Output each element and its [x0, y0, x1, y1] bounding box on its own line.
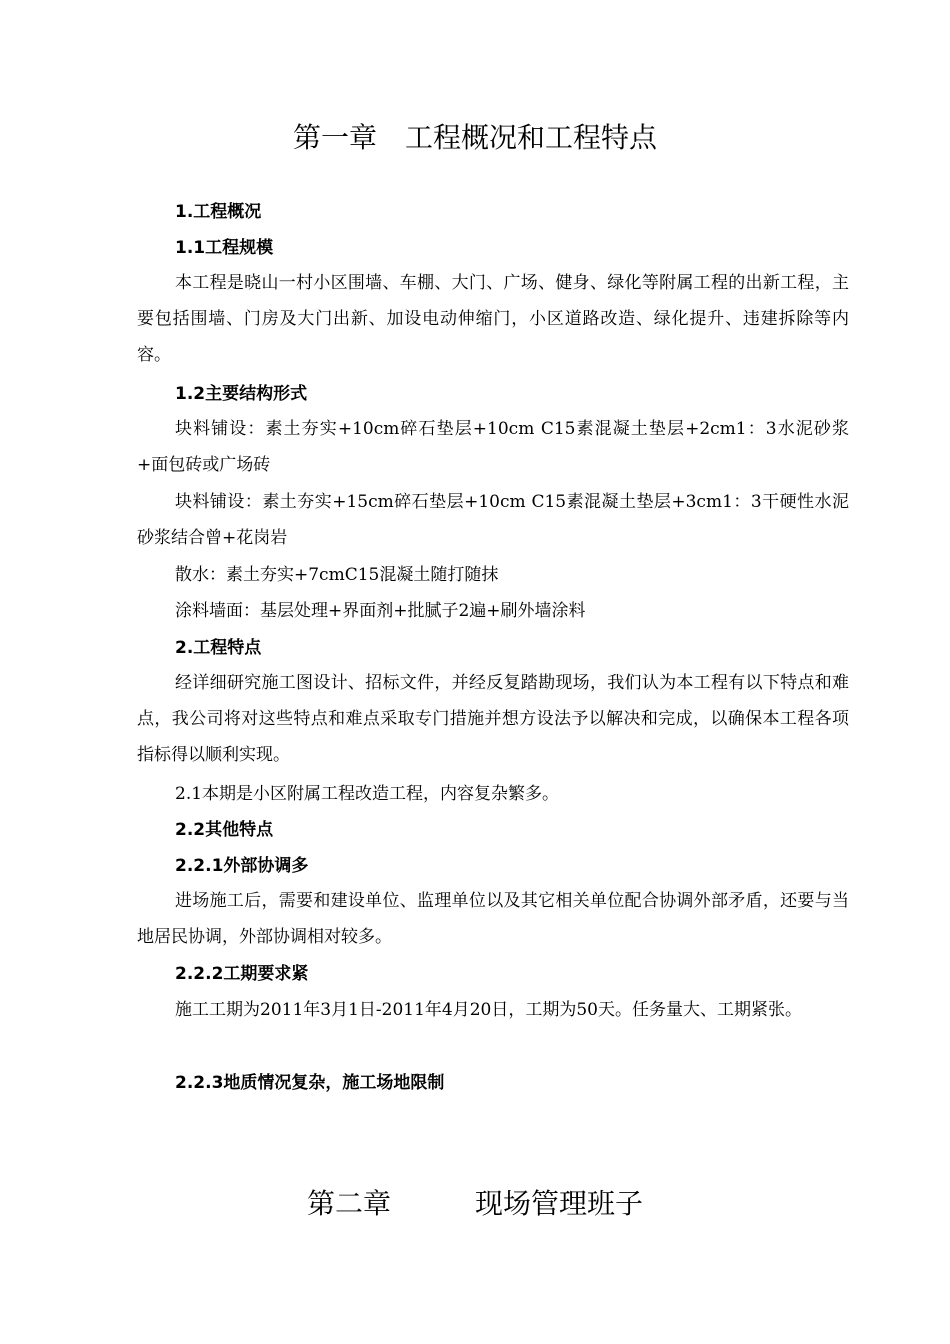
- section-1-2-heading: 1.2主要结构形式: [175, 384, 308, 404]
- structure-item-2: 块料铺设：素土夯实+15cm碎石垫层+10cm C15素混凝土垫层+3cm1：3干硬性水泥砂浆结合曾+花岗岩: [137, 492, 849, 548]
- chapter-2-title: 第二章 现场管理班子: [306, 1187, 643, 1220]
- section-2-2-3-heading: 2.2.3地质情况复杂，施工场地限制: [175, 1073, 445, 1093]
- section-2-2-1-paragraph: 进场施工后，需要和建设单位、监理单位以及其它相关单位配合协调外部矛盾，还要与当地居民协调，外部协调相对较多。: [137, 891, 849, 947]
- section-2-paragraph: 经详细研究施工图设计、招标文件，并经反复踏勘现场，我们认为本工程有以下特点和难点，我公司将对这些特点和难点采取专门措施并想方设法予以解决和完成，以确保本工程各项指标得以顺利实现。: [137, 673, 849, 765]
- section-2-1-text: 2.1本期是小区附属工程改造工程，内容复杂繁多。: [175, 784, 560, 804]
- section-1-1-paragraph: 本工程是晓山一村小区围墙、车棚、大门、广场、健身、绿化等附属工程的出新工程，主要包括围墙、门房及大门出新、加设电动伸缩门，小区道路改造、绿化提升、违建拆除等内容。: [137, 273, 849, 365]
- section-2-2-2-heading: 2.2.2工期要求紧: [175, 964, 309, 984]
- section-1-heading: 1.工程概况: [175, 202, 262, 222]
- section-2-2-heading: 2.2其他特点: [175, 820, 274, 840]
- structure-item-3: 散水：素土夯实+7cmC15混凝土随打随抹: [175, 565, 499, 585]
- chapter-1-title: 第一章 工程概况和工程特点: [292, 121, 657, 154]
- structure-item-1: 块料铺设：素土夯实+10cm碎石垫层+10cm C15素混凝土垫层+2cm1：3水泥砂浆+面包砖或广场砖: [137, 419, 849, 475]
- section-1-1-heading: 1.1工程规模: [175, 238, 274, 258]
- section-2-heading: 2.工程特点: [175, 638, 262, 658]
- section-2-2-1-heading: 2.2.1外部协调多: [175, 856, 309, 876]
- structure-item-4: 涂料墙面：基层处理+界面剂+批腻子2遍+刷外墙涂料: [175, 601, 586, 621]
- section-2-2-2-paragraph: 施工工期为2011年3月1日-2011年4月20日，工期为50天。任务量大、工期紧张。: [175, 1000, 802, 1020]
